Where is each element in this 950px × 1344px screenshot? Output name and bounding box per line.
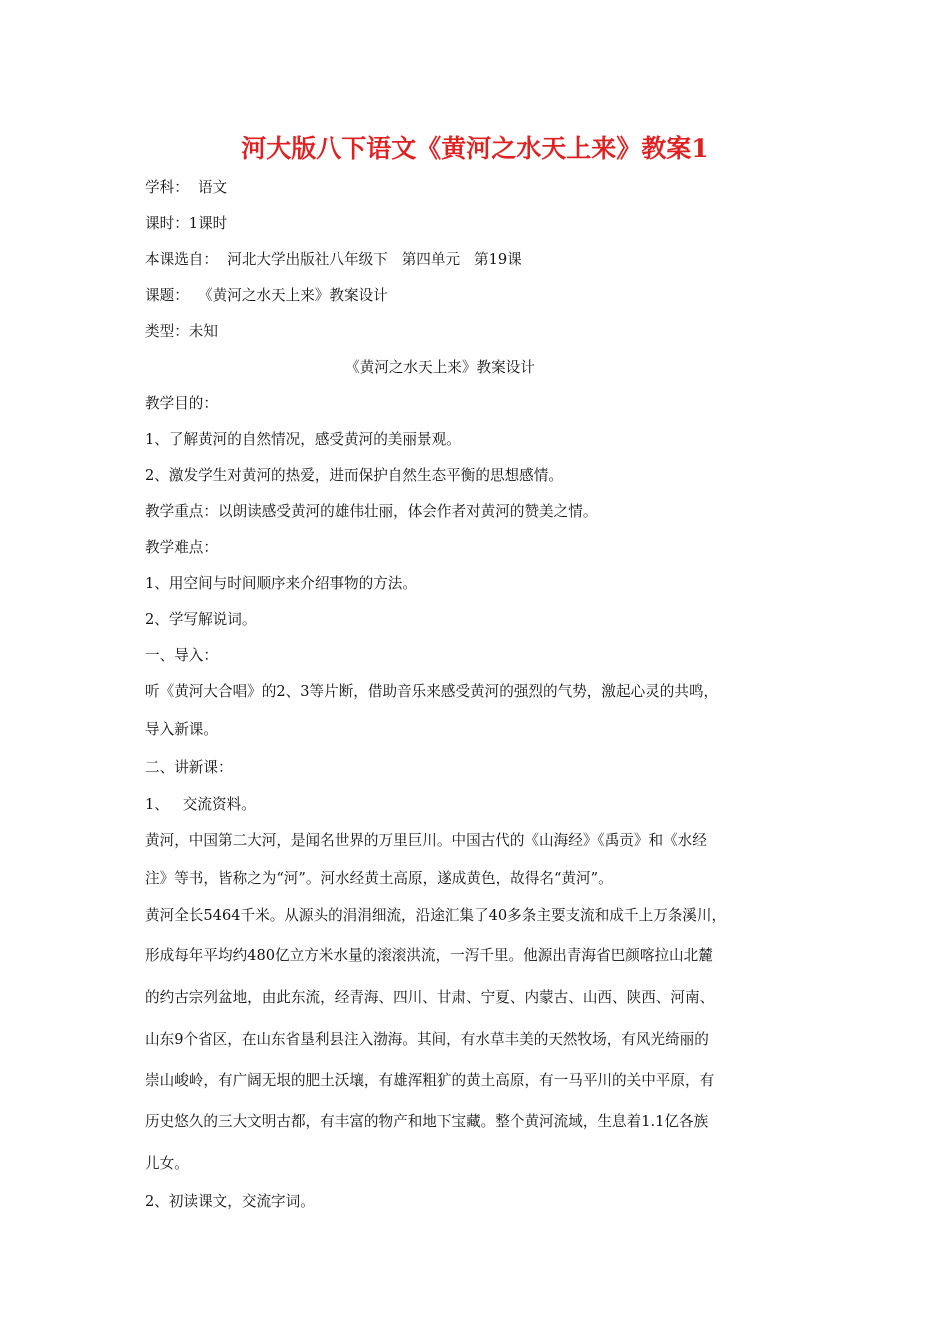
document-subtitle: 《黄河之水天上来》教案设计 [345, 359, 535, 376]
meta-subject: 学科： 语文 [145, 179, 228, 196]
goal-item: 2、激发学生对黄河的热爱，进而保护自然生态平衡的思想感情。 [145, 467, 563, 484]
paragraph-2-line: 的约古宗列盆地，由此东流，经青海、四川、甘肃、宁夏、内蒙古、山西、陕西、河南、 [145, 989, 715, 1006]
intro-line: 导入新课。 [145, 721, 218, 738]
meta-hours: 课时：1课时 [145, 215, 228, 232]
meta-source: 本课选自： 河北大学出版社八年级下 第四单元 第19课 [145, 251, 522, 268]
paragraph-2-line: 山东9个省区，在山东省垦利县注入渤海。其间，有水草丰美的天然牧场，有风光绮丽的 [145, 1031, 709, 1048]
difficulty-item: 1、用空间与时间顺序来介绍事物的方法。 [145, 575, 417, 592]
paragraph-2-line: 形成每年平均约480亿立方米水量的滚滚洪流，一泻千里。他源出青海省巴颜喀拉山北麓 [145, 947, 713, 964]
paragraph-2-line: 儿女。 [145, 1155, 189, 1172]
meta-type: 类型：未知 [145, 323, 218, 340]
meta-topic: 课题： 《黄河之水天上来》教案设计 [145, 287, 388, 304]
paragraph-1-line: 黄河，中国第二大河，是闻名世界的万里巨川。中国古代的《山海经》《禹贡》和《水经 [145, 832, 707, 849]
step-2: 2、初读课文，交流字词。 [145, 1193, 315, 1210]
paragraph-2-line: 崇山峻岭，有广阔无垠的肥土沃壤，有雄浑粗犷的黄土高原，有一马平川的关中平原，有 [145, 1072, 715, 1089]
document-title: 河大版八下语文《黄河之水天上来》教案1 [241, 134, 709, 163]
goal-item: 1、了解黄河的自然情况，感受黄河的美丽景观。 [145, 431, 461, 448]
step-1: 1、 交流资料。 [145, 796, 256, 813]
paragraph-2-line: 历史悠久的三大文明古都，有丰富的物产和地下宝藏。整个黄河流域，生息着1.1亿各族 [145, 1113, 709, 1130]
difficulty-heading: 教学难点： [145, 539, 218, 556]
paragraph-1-line: 注》等书，皆称之为“河”。河水经黄土高原，遂成黄色，故得名“黄河”。 [145, 870, 613, 887]
difficulty-item: 2、学写解说词。 [145, 611, 257, 628]
key-point: 教学重点：以朗读感受黄河的雄伟壮丽，体会作者对黄河的赞美之情。 [145, 503, 598, 520]
new-lesson-heading: 二、讲新课： [145, 759, 233, 776]
goals-heading: 教学目的： [145, 395, 218, 412]
intro-heading: 一、导入： [145, 647, 218, 664]
paragraph-2-line: 黄河全长5464千米。从源头的涓涓细流，沿途汇集了40多条主要支流和成千上万条溪川， [145, 907, 727, 924]
intro-line: 听《黄河大合唱》的2、3等片断，借助音乐来感受黄河的强烈的气势，激起心灵的共鸣， [145, 683, 719, 700]
